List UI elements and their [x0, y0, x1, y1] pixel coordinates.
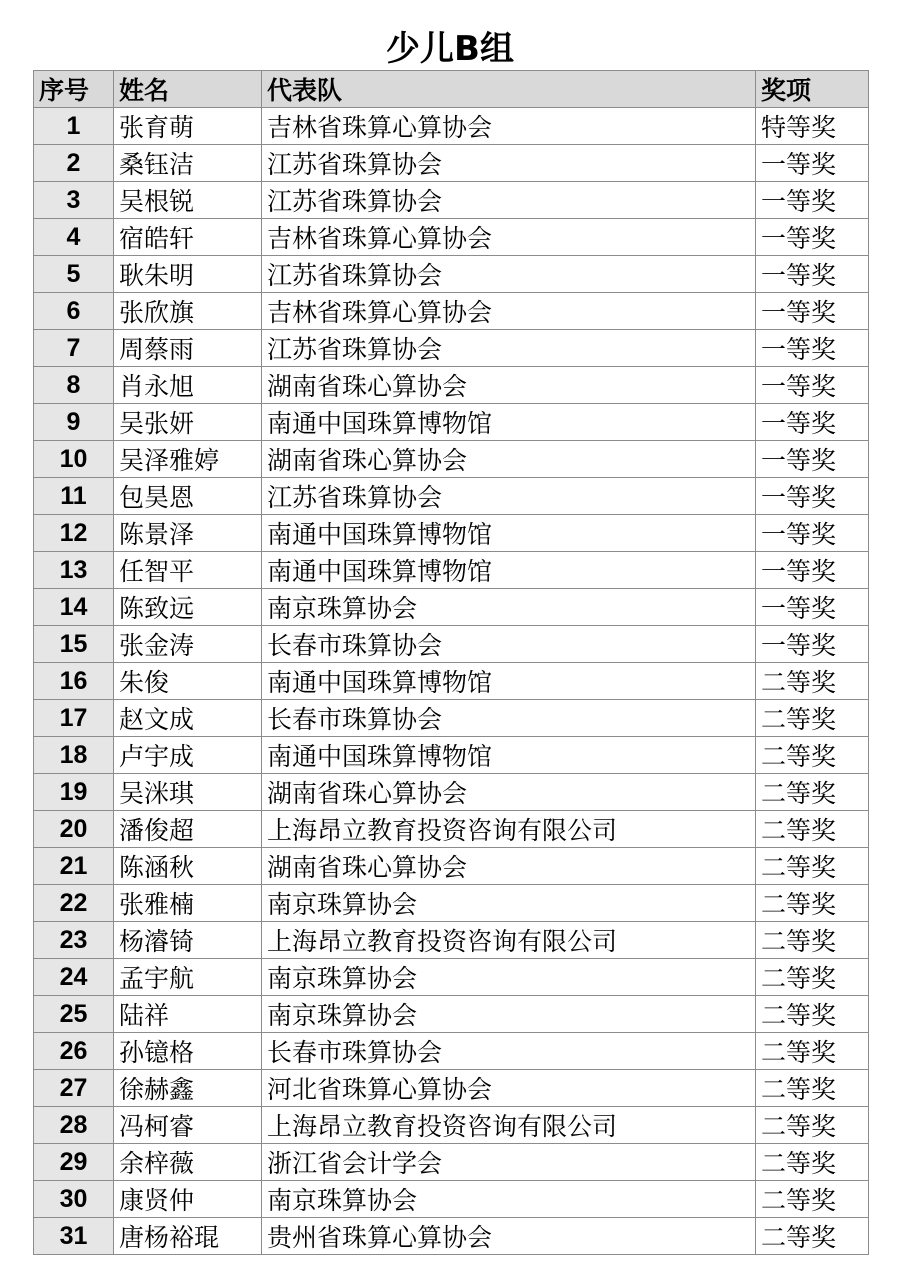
team-name: 湖南省珠心算协会 — [262, 848, 756, 885]
table-row — [34, 441, 869, 478]
row-number: 15 — [34, 626, 114, 663]
contestant-name: 任智平 — [114, 552, 262, 589]
contestant-name: 耿朱明 — [114, 256, 262, 293]
award-level: 二等奖 — [756, 774, 869, 811]
award-level: 一等奖 — [756, 589, 869, 626]
table-row — [34, 145, 869, 182]
team-name: 南京珠算协会 — [262, 1181, 756, 1218]
contestant-name: 朱俊 — [114, 663, 262, 700]
row-number: 6 — [34, 293, 114, 330]
contestant-name: 余梓薇 — [114, 1144, 262, 1181]
award-level: 一等奖 — [756, 441, 869, 478]
row-number: 26 — [34, 1033, 114, 1070]
contestant-name: 唐杨裕琨 — [114, 1218, 262, 1255]
contestant-name: 徐赫鑫 — [114, 1070, 262, 1107]
contestant-name: 陈涵秋 — [114, 848, 262, 885]
contestant-name: 吴洣琪 — [114, 774, 262, 811]
team-name: 吉林省珠算心算协会 — [262, 219, 756, 256]
contestant-name: 桑钰洁 — [114, 145, 262, 182]
row-number: 3 — [34, 182, 114, 219]
row-number: 30 — [34, 1181, 114, 1218]
row-number: 23 — [34, 922, 114, 959]
table-row — [34, 1107, 869, 1144]
award-level: 一等奖 — [756, 219, 869, 256]
award-level: 二等奖 — [756, 1070, 869, 1107]
team-name: 南通中国珠算博物馆 — [262, 737, 756, 774]
table-row — [34, 219, 869, 256]
contestant-name: 宿皓轩 — [114, 219, 262, 256]
row-number: 14 — [34, 589, 114, 626]
contestant-name: 陈景泽 — [114, 515, 262, 552]
table-row — [34, 922, 869, 959]
award-level: 二等奖 — [756, 811, 869, 848]
contestant-name: 潘俊超 — [114, 811, 262, 848]
team-name: 上海昂立教育投资咨询有限公司 — [262, 1107, 756, 1144]
award-level: 一等奖 — [756, 256, 869, 293]
table-row — [34, 589, 869, 626]
row-number: 22 — [34, 885, 114, 922]
table-body — [34, 108, 869, 1255]
table-row — [34, 108, 869, 145]
row-number: 1 — [34, 108, 114, 145]
table-row — [34, 552, 869, 589]
row-number: 31 — [34, 1218, 114, 1255]
contestant-name: 吴根锐 — [114, 182, 262, 219]
award-level: 一等奖 — [756, 182, 869, 219]
team-name: 长春市珠算协会 — [262, 1033, 756, 1070]
award-level: 一等奖 — [756, 330, 869, 367]
award-level: 二等奖 — [756, 700, 869, 737]
team-name: 南京珠算协会 — [262, 589, 756, 626]
team-name: 南京珠算协会 — [262, 996, 756, 1033]
row-number: 11 — [34, 478, 114, 515]
team-name: 吉林省珠算心算协会 — [262, 108, 756, 145]
award-level: 一等奖 — [756, 404, 869, 441]
row-number: 13 — [34, 552, 114, 589]
team-name: 湖南省珠心算协会 — [262, 367, 756, 404]
table-row — [34, 848, 869, 885]
team-name: 长春市珠算协会 — [262, 626, 756, 663]
table-row — [34, 367, 869, 404]
row-number: 2 — [34, 145, 114, 182]
contestant-name: 冯柯睿 — [114, 1107, 262, 1144]
row-number: 4 — [34, 219, 114, 256]
award-level: 一等奖 — [756, 478, 869, 515]
award-level: 一等奖 — [756, 367, 869, 404]
award-level: 二等奖 — [756, 663, 869, 700]
contestant-name: 陆祥 — [114, 996, 262, 1033]
row-number: 24 — [34, 959, 114, 996]
table-row — [34, 700, 869, 737]
table-row — [34, 996, 869, 1033]
team-name: 南京珠算协会 — [262, 885, 756, 922]
award-level: 一等奖 — [756, 293, 869, 330]
table-row — [34, 1218, 869, 1255]
award-level: 特等奖 — [756, 108, 869, 145]
contestant-name: 康贤仲 — [114, 1181, 262, 1218]
team-name: 江苏省珠算协会 — [262, 182, 756, 219]
award-level: 二等奖 — [756, 959, 869, 996]
row-number: 9 — [34, 404, 114, 441]
row-number: 25 — [34, 996, 114, 1033]
team-name: 湖南省珠心算协会 — [262, 441, 756, 478]
table-row — [34, 1070, 869, 1107]
row-number: 29 — [34, 1144, 114, 1181]
contestant-name: 包昊恩 — [114, 478, 262, 515]
header-award: 奖项 — [756, 71, 869, 108]
contestant-name: 张雅楠 — [114, 885, 262, 922]
award-level: 一等奖 — [756, 515, 869, 552]
table-row — [34, 478, 869, 515]
table-row — [34, 959, 869, 996]
row-number: 5 — [34, 256, 114, 293]
header-name: 姓名 — [114, 71, 262, 108]
table-row — [34, 811, 869, 848]
contestant-name: 孟宇航 — [114, 959, 262, 996]
award-level: 一等奖 — [756, 552, 869, 589]
row-number: 18 — [34, 737, 114, 774]
team-name: 南通中国珠算博物馆 — [262, 404, 756, 441]
table-row — [34, 256, 869, 293]
table-row — [34, 293, 869, 330]
team-name: 南通中国珠算博物馆 — [262, 515, 756, 552]
contestant-name: 张育萌 — [114, 108, 262, 145]
team-name: 江苏省珠算协会 — [262, 330, 756, 367]
contestant-name: 陈致远 — [114, 589, 262, 626]
award-level: 一等奖 — [756, 626, 869, 663]
contestant-name: 杨濬锜 — [114, 922, 262, 959]
contestant-name: 吴泽雅婷 — [114, 441, 262, 478]
table-row — [34, 737, 869, 774]
row-number: 7 — [34, 330, 114, 367]
award-level: 二等奖 — [756, 1144, 869, 1181]
team-name: 湖南省珠心算协会 — [262, 774, 756, 811]
team-name: 江苏省珠算协会 — [262, 478, 756, 515]
team-name: 南京珠算协会 — [262, 959, 756, 996]
row-number: 8 — [34, 367, 114, 404]
award-level: 二等奖 — [756, 1033, 869, 1070]
table-header — [34, 71, 869, 108]
team-name: 南通中国珠算博物馆 — [262, 663, 756, 700]
award-level: 二等奖 — [756, 1181, 869, 1218]
results-table — [33, 70, 869, 1255]
table-row — [34, 182, 869, 219]
award-level: 二等奖 — [756, 922, 869, 959]
contestant-name: 赵文成 — [114, 700, 262, 737]
table-row — [34, 1033, 869, 1070]
table-row — [34, 404, 869, 441]
table-row — [34, 515, 869, 552]
table-row — [34, 626, 869, 663]
award-level: 二等奖 — [756, 885, 869, 922]
award-level: 二等奖 — [756, 737, 869, 774]
award-level: 二等奖 — [756, 848, 869, 885]
table-row — [34, 774, 869, 811]
team-name: 上海昂立教育投资咨询有限公司 — [262, 922, 756, 959]
row-number: 12 — [34, 515, 114, 552]
team-name: 浙江省会计学会 — [262, 1144, 756, 1181]
team-name: 贵州省珠算心算协会 — [262, 1218, 756, 1255]
team-name: 江苏省珠算协会 — [262, 145, 756, 182]
award-level: 二等奖 — [756, 1107, 869, 1144]
contestant-name: 肖永旭 — [114, 367, 262, 404]
row-number: 19 — [34, 774, 114, 811]
contestant-name: 吴张妍 — [114, 404, 262, 441]
team-name: 吉林省珠算心算协会 — [262, 293, 756, 330]
team-name: 上海昂立教育投资咨询有限公司 — [262, 811, 756, 848]
award-level: 一等奖 — [756, 145, 869, 182]
header-team: 代表队 — [262, 71, 756, 108]
row-number: 21 — [34, 848, 114, 885]
row-number: 10 — [34, 441, 114, 478]
table-row — [34, 663, 869, 700]
table-row — [34, 885, 869, 922]
row-number: 28 — [34, 1107, 114, 1144]
contestant-name: 周蔡雨 — [114, 330, 262, 367]
row-number: 20 — [34, 811, 114, 848]
team-name: 长春市珠算协会 — [262, 700, 756, 737]
team-name: 江苏省珠算协会 — [262, 256, 756, 293]
table-row — [34, 330, 869, 367]
row-number: 17 — [34, 700, 114, 737]
table-row — [34, 1144, 869, 1181]
contestant-name: 张欣旗 — [114, 293, 262, 330]
page-title: 少儿B组 — [386, 29, 514, 69]
award-level: 二等奖 — [756, 1218, 869, 1255]
row-number: 16 — [34, 663, 114, 700]
header-row — [34, 71, 869, 108]
team-name: 南通中国珠算博物馆 — [262, 552, 756, 589]
contestant-name: 卢宇成 — [114, 737, 262, 774]
contestant-name: 孙镱格 — [114, 1033, 262, 1070]
contestant-name: 张金涛 — [114, 626, 262, 663]
team-name: 河北省珠算心算协会 — [262, 1070, 756, 1107]
row-number: 27 — [34, 1070, 114, 1107]
award-level: 二等奖 — [756, 996, 869, 1033]
header-number: 序号 — [34, 71, 114, 108]
table-row — [34, 1181, 869, 1218]
